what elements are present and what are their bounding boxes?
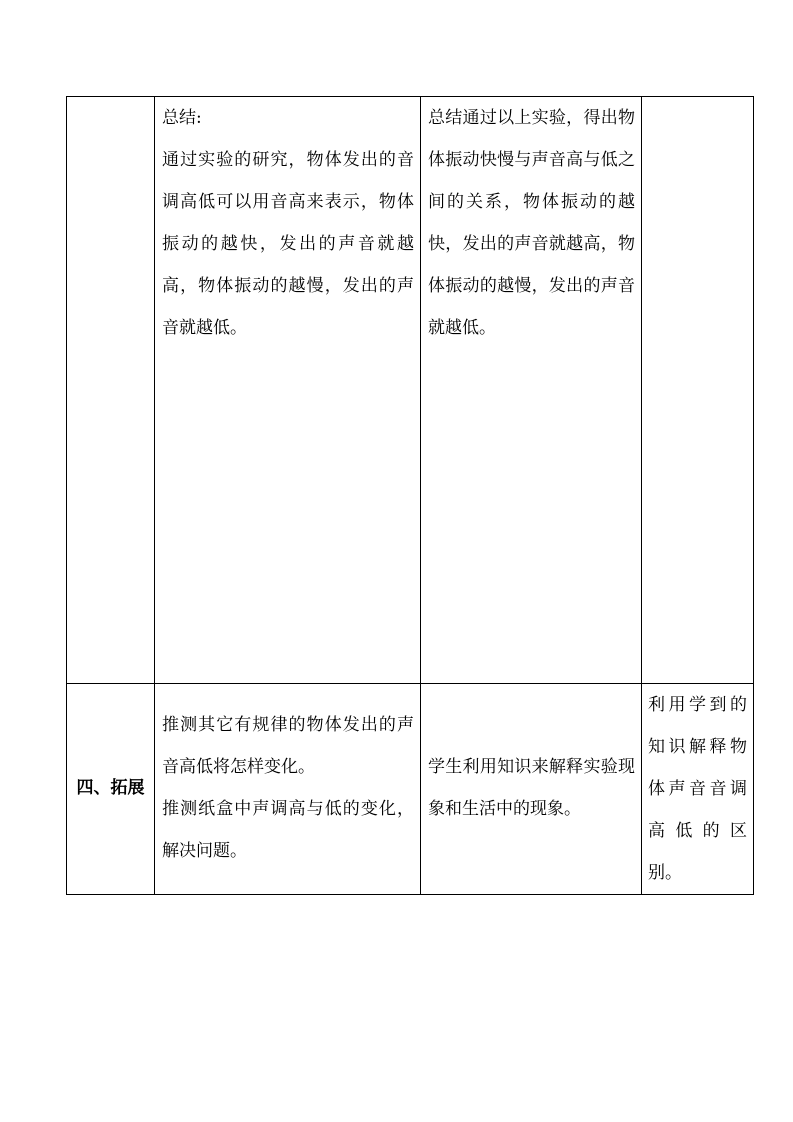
stage-label: 四、拓展 <box>76 777 145 798</box>
student-activity-cell <box>421 684 642 895</box>
student-summary-text: 总结通过以上实验，得出物体振动快慢与声音高与低之间的关系，物体振动的越快，发出的声音就越高，物体振动的越慢，发出的声音就越低。 <box>428 108 635 338</box>
student-application-text: 学生利用知识来解释实验现象和生活中的现象。 <box>428 756 635 819</box>
prediction-text: 推测其它有规律的物体发出的声音高低将怎样变化。 <box>162 715 414 777</box>
design-intent-cell <box>642 684 754 895</box>
teacher-activity-cell <box>155 97 421 684</box>
student-activity-cell <box>421 97 642 684</box>
lesson-plan-table <box>66 96 754 895</box>
box-prediction-text: 推测纸盒中声调高与低的变化，解决问题。 <box>162 799 414 861</box>
stage-cell <box>67 684 155 895</box>
design-intent-text: 利用学到的知识解释物体声音音调高低的区别。 <box>648 695 747 883</box>
stage-cell <box>67 97 155 684</box>
design-intent-cell <box>642 97 754 684</box>
summary-text: 通过实验的研究，物体发出的音调高低可以用音高来表示，物体振动的越快，发出的声音就越高，物体振动的越慢，发出的声音就越低。 <box>162 150 414 338</box>
table-row <box>67 684 754 895</box>
teacher-activity-cell <box>155 684 421 895</box>
table-row <box>67 97 754 684</box>
summary-heading: 总结: <box>162 108 202 128</box>
